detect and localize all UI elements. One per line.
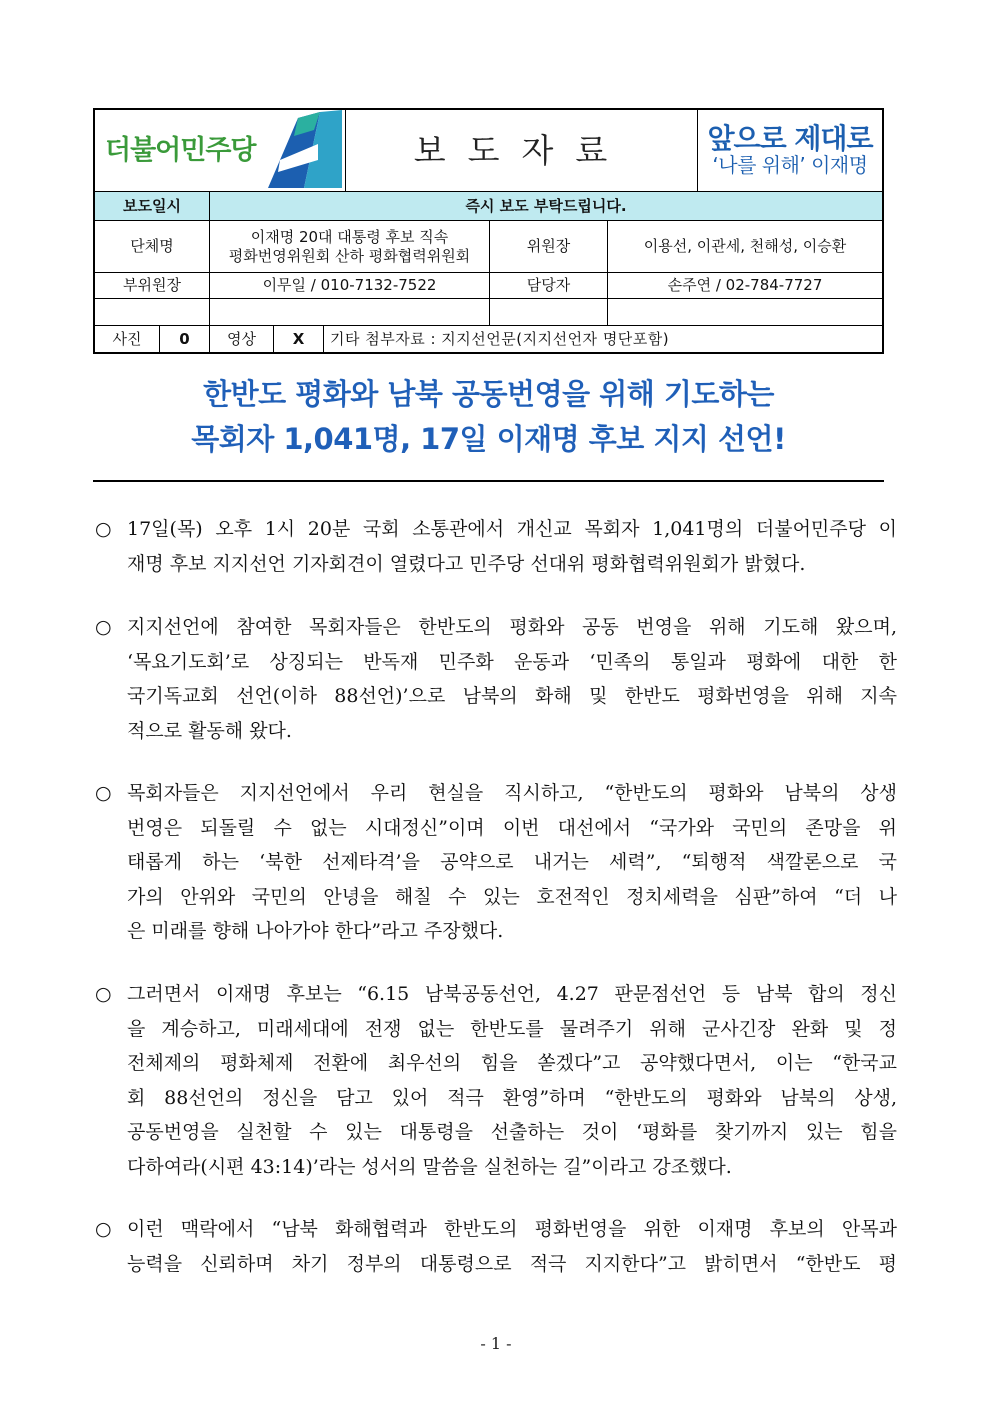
release-label: 보도일시 xyxy=(123,196,181,215)
bullet-circle-icon: ○ xyxy=(95,782,112,804)
paragraph-text xyxy=(95,977,897,1184)
release-value: 즉시 보도 부탁드립니다. xyxy=(209,192,882,220)
empty-cell xyxy=(489,299,607,325)
text-line: 17일(목) 오후 1시 20분 국회 소통관에서 개신교 목회자 1,041명의 더불어민주당 이 xyxy=(127,518,897,540)
text-line: 이런 맥락에서 “남북 화해협력과 한반도의 평화번영을 위한 이재명 후보의 안목과 xyxy=(127,1218,897,1240)
empty-cell xyxy=(607,299,882,325)
text-line: 전체제의 평화체제 전환에 최우선의 힘을 쏟겠다”고 공약했다면서, 이는 “한국교 xyxy=(127,1052,897,1074)
org-value-line2: 평화번영위원회 산하 평화협력위원회 xyxy=(228,246,471,265)
headline-line2: 목회자 1,041명, 17일 이재명 후보 지지 선언! xyxy=(191,422,786,456)
paragraph-2 xyxy=(95,610,897,748)
text-line: 가의 안위와 국민의 안녕을 해칠 수 있는 호전적인 정치세력을 심판”하여 “더 나 xyxy=(127,885,897,908)
video-label: 영상 xyxy=(209,326,273,352)
headline xyxy=(93,372,884,462)
attachment-row xyxy=(95,326,882,352)
empty-cell xyxy=(95,299,209,325)
empty-cell xyxy=(209,299,489,325)
text-line: 재명 후보 지지선언 기자회견이 열렸다고 민주당 선대위 평화협력위원회가 밝혔다. xyxy=(127,552,806,575)
paragraph-text xyxy=(95,512,897,581)
chair-value: 이용선, 이관세, 천해성, 이승환 xyxy=(607,221,882,272)
empty-row xyxy=(95,299,882,326)
contact-label: 담당자 xyxy=(489,273,607,298)
text-line: 국기독교회 선언(이하 88선언)’으로 남북의 화해 및 한반도 평화번영을 위해 지속 xyxy=(127,685,897,707)
page-number: - 1 - xyxy=(480,1334,512,1353)
text-line: 번영은 되돌릴 수 없는 시대정신”이며 이번 대선에서 “국가와 국민의 존망을 위 xyxy=(127,816,897,839)
video-value: X xyxy=(273,326,323,352)
press-release-header xyxy=(93,108,884,354)
paragraph-4 xyxy=(95,977,897,1184)
vice-label: 부위원장 xyxy=(123,276,181,295)
bullet-circle-icon: ○ xyxy=(95,983,112,1005)
paragraph-3 xyxy=(95,776,897,949)
text-line: ‘목요기도회’로 상징되는 반독재 민주화 운동과 ‘민족의 통일과 평화에 대한 한 xyxy=(127,650,897,673)
text-line: 회 88선언의 정신을 담고 있어 적극 환영”하며 “한반도의 평화와 남북의 상생, xyxy=(127,1086,897,1109)
org-row xyxy=(95,221,882,273)
text-line: 그러면서 이재명 후보는 “6.15 남북공동선언, 4.27 판문점선언 등 남북 합의 정신 xyxy=(127,983,897,1005)
photo-value: 0 xyxy=(159,326,209,352)
headline-line1: 한반도 평화와 남북 공동번영을 위해 기도하는 xyxy=(203,377,774,411)
text-line: 지지선언에 참여한 목회자들은 한반도의 평화와 공동 번영을 위해 기도해 왔으며, xyxy=(127,616,897,638)
release-row xyxy=(95,192,882,221)
text-line: 목회자들은 지지선언에서 우리 현실을 직시하고, “한반도의 평화와 남북의 상생 xyxy=(127,782,897,804)
text-line: 능력을 신뢰하며 차기 정부의 대통령으로 적극 지지한다”고 밝히면서 “한반도 평 xyxy=(127,1252,897,1275)
party-logo xyxy=(95,110,345,191)
chair-label: 위원장 xyxy=(489,221,607,272)
text-line: 은 미래를 향해 나아가야 한다”라고 주장했다. xyxy=(127,920,504,942)
org-value-line1: 이재명 20대 대통령 후보 직속 xyxy=(250,227,449,246)
paragraph-text xyxy=(95,610,897,748)
org-value xyxy=(209,221,489,272)
photo-label: 사진 xyxy=(112,329,142,348)
header-top-row xyxy=(95,110,882,192)
campaign-slogan xyxy=(697,110,882,191)
paragraph-5 xyxy=(95,1212,897,1281)
attachment-text: 기타 첨부자료 : 지지선언문(지지선언자 명단포함) xyxy=(323,326,882,352)
contact-value: 손주연 / 02-784-7727 xyxy=(607,273,882,298)
doc-title: 보도자료 xyxy=(345,110,697,191)
paragraph-1 xyxy=(95,512,897,581)
text-line: 공동번영을 실천할 수 있는 대통령을 선출하는 것이 ‘평화를 찾기까지 있는 힘을 xyxy=(127,1121,897,1143)
paragraph-text xyxy=(95,1212,897,1281)
org-label: 단체명 xyxy=(130,237,174,256)
text-line: 다하여라(시편 43:14)’라는 성서의 말씀을 실천하는 길”이라고 강조했다. xyxy=(127,1155,732,1178)
bullet-circle-icon: ○ xyxy=(95,518,112,540)
party-logo-mark-icon xyxy=(258,110,343,190)
slogan-main: 앞으로 제대로 xyxy=(707,121,873,155)
slogan-sub: ‘나를 위해’ 이재명 xyxy=(712,153,868,178)
bullet-circle-icon: ○ xyxy=(95,616,112,638)
headline-divider xyxy=(93,480,884,482)
text-line: 태롭게 하는 ‘북한 선제타격’을 공약으로 내거는 세력”, “퇴행적 색깔론으로 국 xyxy=(127,851,897,873)
vice-value: 이무일 / 010-7132-7522 xyxy=(209,273,489,298)
bullet-circle-icon: ○ xyxy=(95,1218,112,1240)
text-line: 적으로 활동해 왔다. xyxy=(127,719,292,742)
paragraph-text xyxy=(95,776,897,949)
text-line: 을 계승하고, 미래세대에 전쟁 없는 한반도를 물려주기 위해 군사긴장 완화 및 정 xyxy=(127,1017,897,1040)
party-logo-text: 더불어민주당 xyxy=(105,135,256,166)
vice-row xyxy=(95,273,882,299)
